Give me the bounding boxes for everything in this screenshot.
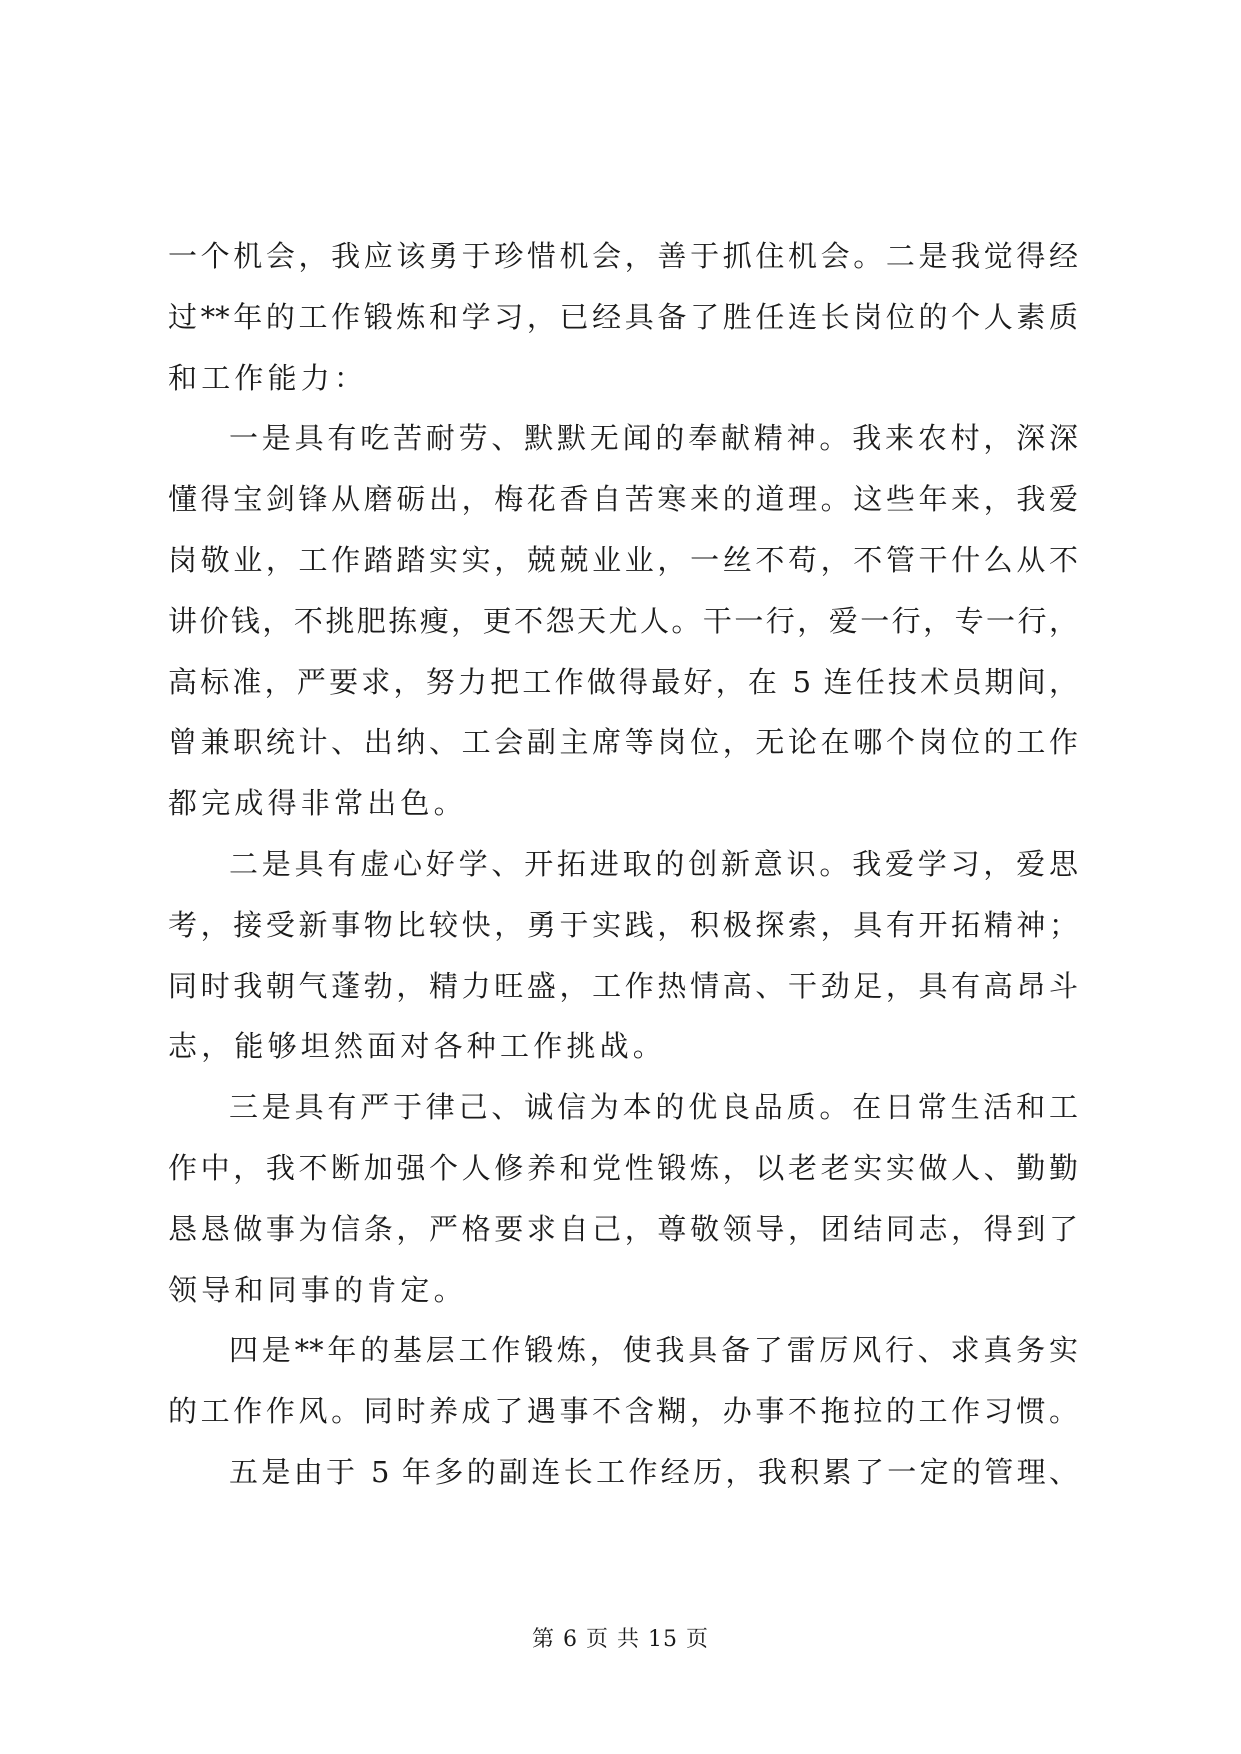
text-line: 一个机会，我应该勇于珍惜机会，善于抓住机会。二是我觉得经 xyxy=(168,239,1078,273)
paragraph-start-line: 二是具有虚心好学、开拓进取的创新意识。我爱学习，爱思 xyxy=(229,846,1078,881)
text-line: 考，接受新事物比较快，勇于实践，积极探索，具有开拓精神； xyxy=(168,907,1078,942)
text-line: 恳恳做事为信条，严格要求自己，尊敬领导，团结同志，得到了 xyxy=(168,1211,1078,1246)
paragraph-start-line: 一是具有吃苦耐劳、默默无闻的奉献精神。我来农村，深深 xyxy=(229,421,1078,456)
paragraph-start-line: 四是**年的基层工作锻炼，使我具备了雷厉风行、求真务实 xyxy=(229,1333,1078,1368)
text-line: 曾兼职统计、出纳、工会副主席等岗位，无论在哪个岗位的工作 xyxy=(168,725,1078,760)
text-line: 作中，我不断加强个人修养和党性锻炼，以老老实实做人、勤勤 xyxy=(168,1150,1078,1185)
body-text xyxy=(168,226,1078,1503)
text-line: 都完成得非常出色。 xyxy=(168,786,467,821)
text-line: 领导和同事的肯定。 xyxy=(168,1272,467,1307)
text-line: 志，能够坦然面对各种工作挑战。 xyxy=(168,1029,667,1064)
text-line: 和工作能力： xyxy=(168,360,368,395)
text-line: 懂得宝剑锋从磨砺出，梅花香自苦寒来的道理。这些年来，我爱 xyxy=(168,482,1078,517)
text-line: 高标准，严要求，努力把工作做得最好，在 5 连任技术员期间， xyxy=(168,664,1078,699)
paragraph-start-line: 三是具有严于律己、诚信为本的优良品质。在日常生活和工 xyxy=(229,1090,1078,1125)
text-line: 同时我朝气蓬勃，精力旺盛，工作热情高、干劲足，具有高昂斗 xyxy=(168,968,1078,1003)
text-line: 讲价钱，不挑肥拣瘦，更不怨天尤人。干一行，爱一行，专一行， xyxy=(168,603,1078,638)
text-line: 岗敬业，工作踏踏实实，兢兢业业，一丝不苟，不管干什么从不 xyxy=(168,542,1078,577)
paragraph-start-line: 五是由于 5 年多的副连长工作经历，我积累了一定的管理、 xyxy=(229,1454,1078,1489)
text-line: 的工作作风。同时养成了遇事不含糊，办事不拖拉的工作习惯。 xyxy=(168,1394,1078,1429)
text-line: 过**年的工作锻炼和学习，已经具备了胜任连长岗位的个人素质 xyxy=(168,299,1078,334)
page-number-footer: 第 6 页 共 15 页 xyxy=(532,1627,709,1652)
